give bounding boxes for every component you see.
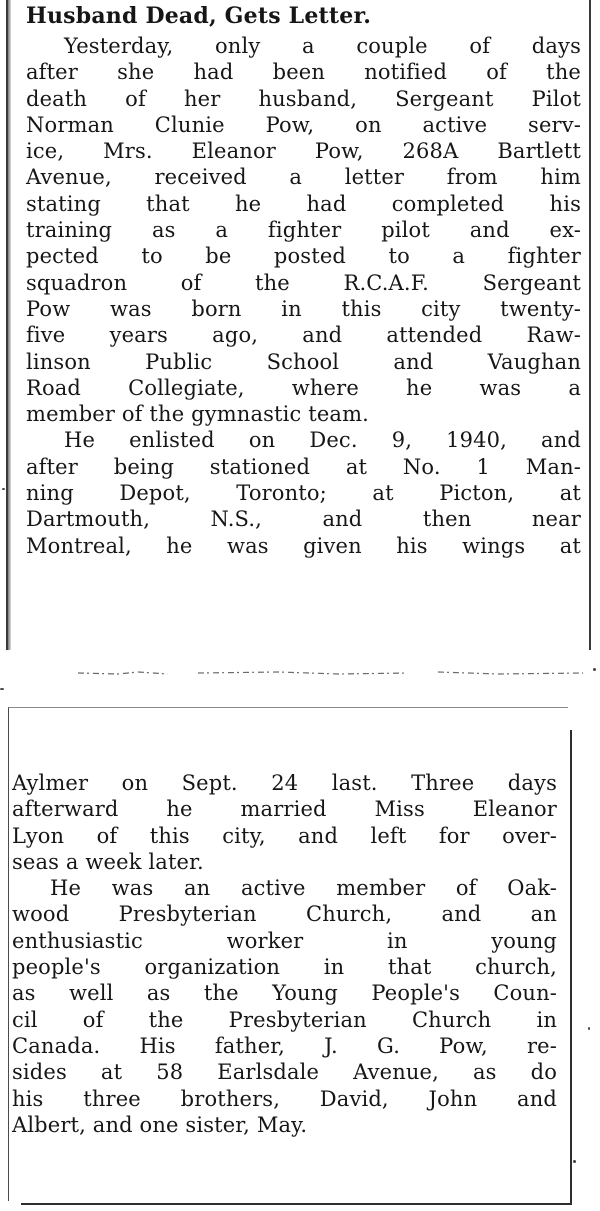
clipping-part-two bbox=[8, 707, 568, 1201]
text-line: after being stationed at No. 1 Man- bbox=[26, 454, 581, 479]
scan-speck bbox=[573, 1160, 576, 1163]
text-line: member of the gymnastic team. bbox=[26, 402, 369, 427]
text-line: Montreal, he was given his wings at bbox=[26, 533, 581, 558]
text-line: Norman Clunie Pow, on active serv- bbox=[26, 112, 581, 137]
text-line: ice, Mrs. Eleanor Pow, 268A Bartlett bbox=[26, 139, 581, 164]
text-line: Avenue, received a letter from him bbox=[26, 165, 581, 190]
text-line: after she had been notified of the bbox=[26, 60, 581, 85]
text-line: pected to be posted to a fighter bbox=[26, 244, 581, 269]
text-line: Dartmouth, N.S., and then near bbox=[26, 507, 581, 532]
text-line: people's organization in that church, bbox=[12, 955, 557, 980]
text-line: training as a fighter pilot and ex- bbox=[26, 218, 581, 243]
text-line: ning Depot, Toronto; at Picton, at bbox=[26, 481, 581, 506]
text-line: death of her husband, Sergeant Pilot bbox=[26, 86, 581, 111]
scan-speck bbox=[588, 1027, 590, 1030]
text-line: afterward he married Miss Eleanor bbox=[12, 797, 557, 822]
headline: Husband Dead, Gets Letter. bbox=[26, 3, 372, 29]
scan-speck bbox=[2, 488, 5, 490]
text-line: enthusiastic worker in young bbox=[12, 928, 557, 953]
text-line: Lyon of this city, and left for over- bbox=[12, 823, 557, 848]
article-body-part-two bbox=[12, 770, 557, 1138]
scan-speck bbox=[593, 668, 596, 671]
clipping-shadow-bottom bbox=[21, 1203, 572, 1205]
text-line: wood Presbyterian Church, and an bbox=[12, 902, 557, 927]
text-line: cil of the Presbyterian Church in bbox=[12, 1007, 557, 1032]
text-line: seas a week later. bbox=[12, 849, 204, 874]
text-line: five years ago, and attended Raw- bbox=[26, 323, 581, 348]
text-line: as well as the Young People's Coun- bbox=[12, 981, 557, 1006]
text-line: his three brothers, David, John and bbox=[12, 1086, 557, 1111]
text-line: Pow was born in this city twenty- bbox=[26, 296, 581, 321]
text-line: Canada. His father, J. G. Pow, re- bbox=[12, 1033, 557, 1058]
text-line: linson Public School and Vaughan bbox=[26, 349, 581, 374]
clipping-part-one bbox=[6, 0, 591, 650]
article-body-part-one bbox=[26, 33, 581, 559]
scan-edge-shadow bbox=[8, 0, 11, 650]
scan-speck bbox=[0, 688, 4, 690]
text-line: Road Collegiate, where he was a bbox=[26, 375, 581, 400]
text-line: Aylmer on Sept. 24 last. Three days bbox=[12, 771, 557, 795]
torn-edge-noise bbox=[78, 662, 588, 668]
torn-edge-speckle bbox=[78, 669, 588, 677]
text-line: He was an active member of Oak- bbox=[50, 876, 557, 901]
text-line: Yesterday, only a couple of days bbox=[64, 34, 581, 58]
text-line: stating that he had completed his bbox=[26, 191, 581, 216]
text-line: Albert, and one sister, May. bbox=[12, 1112, 308, 1137]
text-line: squadron of the R.C.A.F. Sergeant bbox=[26, 270, 581, 295]
text-line: He enlisted on Dec. 9, 1940, and bbox=[64, 428, 581, 453]
clipping-shadow-right bbox=[570, 730, 572, 1205]
text-line: sides at 58 Earlsdale Avenue, as do bbox=[12, 1060, 557, 1085]
